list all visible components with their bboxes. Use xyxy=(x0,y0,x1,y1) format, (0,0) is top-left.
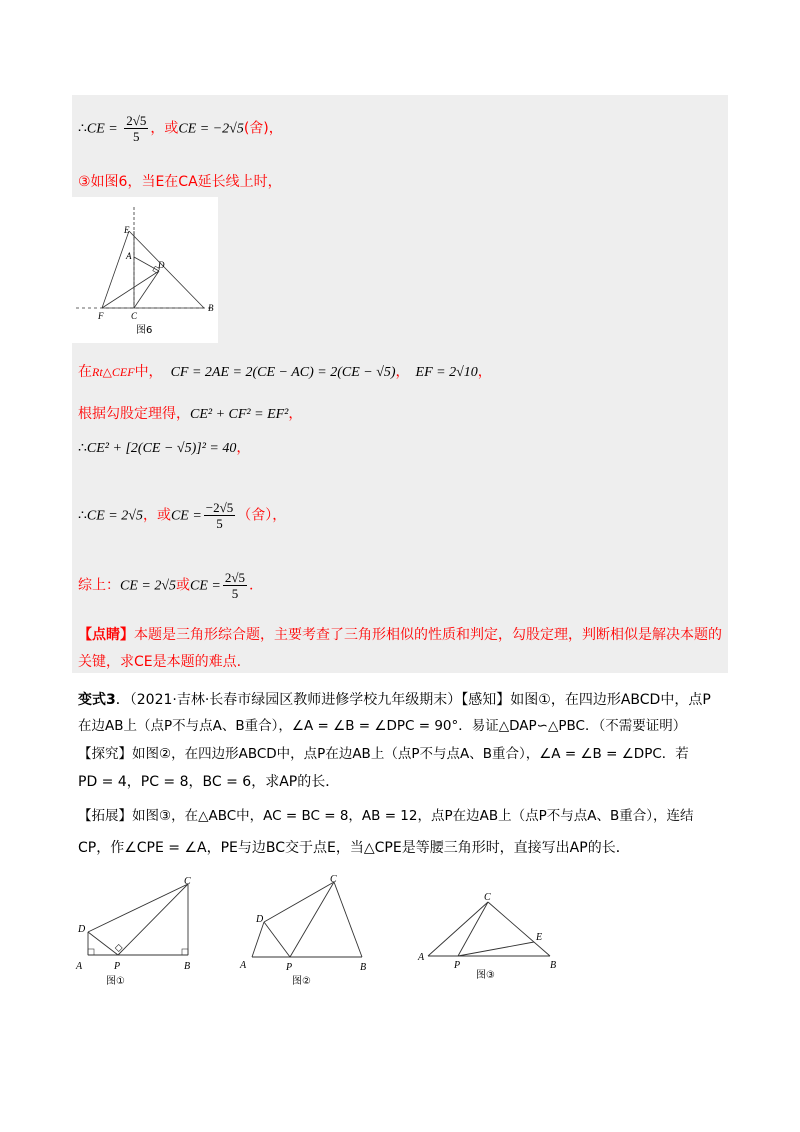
ce-lhs: CE = xyxy=(86,121,118,137)
variant-p1b: 在边AB上（点P不与点A、B重合），∠A = ∠B = ∠DPC = 90°．易证△DAP∽△PBC．（不需要证明） xyxy=(78,718,687,734)
label-C: C xyxy=(330,874,337,885)
case-3-text: ③如图6，当E在CA延长线上时， xyxy=(78,174,282,190)
punct: ， xyxy=(477,364,492,380)
fraction-numerator: −2√5 xyxy=(205,500,234,515)
punct: ， xyxy=(395,364,410,380)
variant-title: 变式3 xyxy=(78,692,116,708)
punct: . xyxy=(249,577,254,594)
summary-eq1: CE = 2√5 xyxy=(120,578,177,594)
or-text: ，或 xyxy=(142,507,171,524)
variant-source: ．（2021·吉林·长春市绿园区教师进修学校九年级期末） xyxy=(115,692,462,708)
label-A: A xyxy=(76,961,83,972)
fraction xyxy=(204,500,235,531)
figure-1 xyxy=(72,872,202,990)
label-D: D xyxy=(78,924,86,935)
variant-p2a: 【探究】如图②，在四边形ABCD中，点P在边AB上（点P不与点A、B重合），∠A = ∠B = ∠DPC．若 xyxy=(78,746,689,762)
figure-2 xyxy=(232,872,382,990)
pythagoras-text: 根据勾股定理得， xyxy=(78,406,190,422)
label-C: C xyxy=(484,892,491,903)
fraction-denominator: 5 xyxy=(216,516,223,531)
summary-label: 综上： xyxy=(78,577,120,594)
equation-line xyxy=(78,438,250,459)
figure-2-caption: 图② xyxy=(292,976,311,987)
ce-lhs: CE = xyxy=(170,508,202,524)
ce-lhs: CE = xyxy=(190,578,221,594)
label-E: E xyxy=(124,225,130,235)
cf-equation: CF = 2AE = 2(CE − AC) = 2(CE − √5) xyxy=(170,365,396,380)
punct: ， xyxy=(288,406,303,422)
label-B: B xyxy=(184,961,191,972)
variant-p1a: 【感知】如图①，在四边形ABCD中，点P xyxy=(461,692,711,708)
label-P: P xyxy=(454,960,461,971)
squared-equation: CE² + [2(CE − √5)]² = 40 xyxy=(86,441,237,456)
or-text: ，或 xyxy=(150,120,179,137)
ce-result: CE = 2√5 xyxy=(86,508,143,524)
figure-6-caption: 图6 xyxy=(136,325,153,336)
fraction-numerator: 2√5 xyxy=(126,113,147,128)
rt-triangle: Rt△CEF xyxy=(92,365,135,379)
label-C: C xyxy=(184,876,191,887)
figure-6 xyxy=(72,197,218,343)
fraction xyxy=(223,570,247,601)
label-P: P xyxy=(114,961,121,972)
reject-text: （舍）， xyxy=(237,507,287,524)
figure-3 xyxy=(410,884,570,994)
rt-mid: 中， xyxy=(134,364,163,380)
figure-6-bg xyxy=(72,197,218,343)
pythagoras-equation: CE² + CF² = EF² xyxy=(190,407,289,422)
variant-heading-line xyxy=(78,690,711,710)
fraction-numerator: 2√5 xyxy=(224,570,246,585)
therefore-symbol: ∴ xyxy=(78,120,87,137)
rt-triangle-line xyxy=(78,362,492,383)
label-A: A xyxy=(418,952,425,963)
comment-line-2: 关键，求CE是本题的难点. xyxy=(78,654,242,670)
label-P: P xyxy=(286,962,293,973)
rt-prefix: 在 xyxy=(78,364,92,380)
label-A: A xyxy=(126,251,132,261)
therefore-symbol: ∴ xyxy=(78,507,87,524)
fraction xyxy=(124,113,148,144)
variant-p3a: 【拓展】如图③，在△ABC中，AC = BC = 8，AB = 12，点P在边AB上（点P不与点A、B重合），连结 xyxy=(78,808,694,824)
summary-line xyxy=(78,570,253,601)
label-B: B xyxy=(550,960,557,971)
label-B: B xyxy=(208,303,214,313)
label-A: A xyxy=(240,960,247,971)
label-E: E xyxy=(536,932,543,943)
reject-text: (舍) xyxy=(243,120,269,137)
alt-equation: CE = −2√5 xyxy=(178,121,244,137)
variant-p2b: PD = 4，PC = 8，BC = 6，求AP的长． xyxy=(78,774,340,790)
label-D: D xyxy=(158,260,165,270)
comment-text-1: 本题是三角形综合题，主要考查了三角形相似的性质和判定，勾股定理，判断相似是解决本题的 xyxy=(134,627,722,643)
comment-line-1 xyxy=(78,625,722,645)
or-text: 或 xyxy=(176,577,191,594)
label-B: B xyxy=(360,962,367,973)
label-C: C xyxy=(131,311,138,321)
figure-1-caption: 图① xyxy=(106,976,125,987)
comment-tag: 【点睛】 xyxy=(78,627,134,643)
therefore-symbol: ∴ xyxy=(78,440,87,456)
punct: ， xyxy=(236,440,251,456)
label-D: D xyxy=(256,914,264,925)
punct: ， xyxy=(268,120,283,137)
solution-line-1 xyxy=(78,113,283,144)
pythagoras-line xyxy=(78,404,302,425)
figure-3-caption: 图③ xyxy=(476,970,495,981)
fraction-denominator: 5 xyxy=(133,129,140,144)
variant-p3b: CP，作∠CPE = ∠A，PE与边BC交于点E，当△CPE是等腰三角形时，直接写出AP的长． xyxy=(78,840,630,856)
label-F: F xyxy=(98,311,104,321)
result-line xyxy=(78,500,286,531)
fraction-denominator: 5 xyxy=(231,586,239,601)
ef-equation: EF = 2√10 xyxy=(415,365,478,380)
